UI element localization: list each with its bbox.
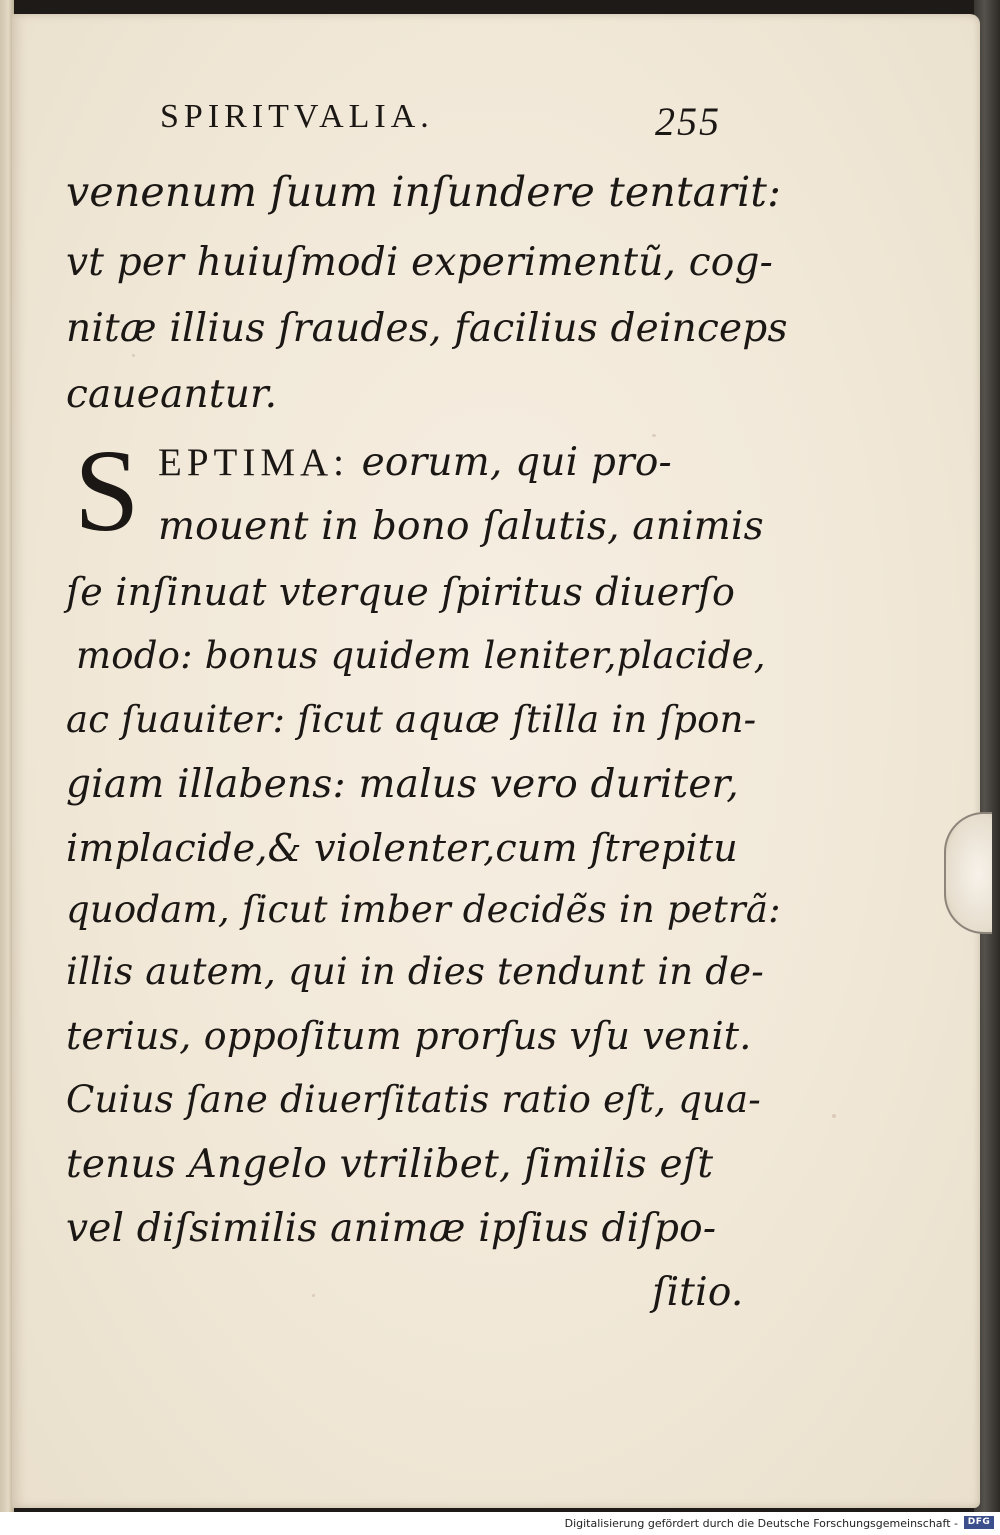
running-head: SPIRITVALIA. (160, 98, 434, 135)
text-line: terius, oppoſitum prorſus vſu venit. (66, 1014, 752, 1058)
text-line: modo: bonus quidem leniter,placide, (76, 634, 766, 677)
text-line: quodam, ſicut imber decidẽs in petrã: (66, 888, 781, 931)
text-line: venenum ſuum inſundere tentarit: (66, 168, 782, 216)
text-line: giam illabens: malus vero duriter, (66, 762, 739, 807)
text-line: nitæ illius ſraudes, facilius deinceps (66, 306, 788, 351)
text-line: tenus Angelo vtrilibet, ſimilis eſt (66, 1142, 714, 1187)
funding-credit: Digitalisierung gefördert durch die Deutsche Forschungsgemeinschaft - (564, 1517, 958, 1530)
text-line: vt per huiuſmodi experimentũ, cog- (66, 240, 774, 285)
text-line: implacide,& violenter,cum ſtrepitu (66, 826, 738, 870)
drop-capital: S (74, 425, 140, 556)
page-number: 255 (655, 99, 721, 144)
text-line: ſe inſinuat vterque ſpiritus diuerſo (66, 570, 736, 614)
text-line-first (158, 440, 672, 485)
text-line: illis autem, qui in dies tendunt in de- (66, 950, 764, 993)
text-line: ac ſuauiter: ſicut aquæ ſtilla in ſpon- (66, 698, 757, 741)
small-caps-lead: EPTIMA: (158, 441, 349, 484)
text-line: mouent in bono ſalutis, animis (158, 504, 764, 549)
first-line-rest: eorum, qui pro- (361, 440, 672, 485)
text-line: ſitio. (652, 1270, 744, 1315)
book-page (12, 14, 980, 1508)
text-line: vel diſsimilis animæ ipſius diſpo- (66, 1206, 717, 1251)
dfg-logo: DFG (964, 1516, 994, 1529)
thumb-index-tab (944, 812, 992, 934)
text-line: caueantur. (66, 372, 278, 417)
text-line: Cuius ſane diuerſitatis ratio eſt, qua- (66, 1078, 761, 1121)
